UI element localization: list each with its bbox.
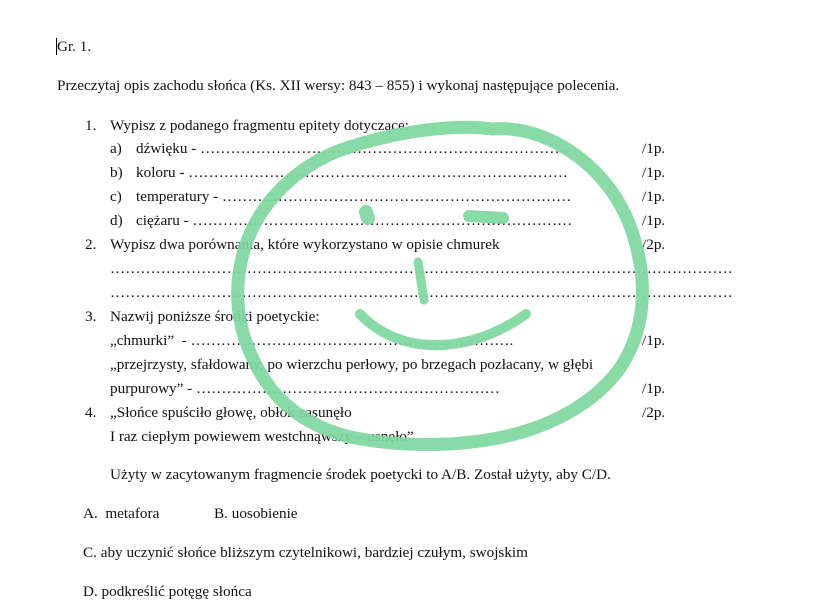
task2-answer-line-1: …………………………………………………………………………………………………………… xyxy=(110,260,733,277)
task2-text: Wypisz dwa porównania, które wykorzystano w opisie chmurek xyxy=(110,236,500,253)
task1-item-points: /1p. xyxy=(642,212,666,229)
task1-item-letter: d) xyxy=(110,212,123,229)
option-d: D. podkreślić potęgę słońca xyxy=(83,583,252,600)
task1-number: 1. xyxy=(85,117,97,134)
task3-item-a-points: /1p. xyxy=(642,332,666,349)
instructions: Przeczytaj opis zachodu słońca (Ks. XII wersy: 843 – 855) i wykonaj następujące polecenia. xyxy=(57,77,620,94)
task3-number: 3. xyxy=(85,308,97,325)
task4-points: /2p. xyxy=(642,404,666,421)
task1-item-points: /1p. xyxy=(642,140,666,157)
task2-number: 2. xyxy=(85,236,97,253)
task1-item-text: dźwięku - ………………………………………………………………. xyxy=(136,140,569,157)
task3-item-a: „chmurki” - ………………………………………………………. xyxy=(110,332,514,349)
task3-item-b-points: /1p. xyxy=(642,380,666,397)
task1-item-letter: b) xyxy=(110,164,123,181)
task2-points: /2p. xyxy=(642,236,666,253)
task1-item-points: /1p. xyxy=(642,164,666,181)
task1-item-text: ciężaru - ………………………………………………………………… xyxy=(136,212,573,229)
task1-item-letter: a) xyxy=(110,140,122,157)
task1-item-text: temperatury - …………………………………………………………… xyxy=(136,188,572,205)
task2-answer-line-2: …………………………………………………………………………………………………………… xyxy=(110,284,733,301)
task1-item-points: /1p. xyxy=(642,188,666,205)
task1-text: Wypisz z podanego fragmentu epitety dotyczące: xyxy=(110,117,409,134)
task4-number: 4. xyxy=(85,404,97,421)
option-b: B. uosobienie xyxy=(214,505,298,522)
task4-prompt: Użyty w zacytowanym fragmencie środek poetycki to A/B. Został użyty, aby C/D. xyxy=(110,466,611,483)
option-a: A. metafora xyxy=(83,505,160,522)
task1-item-text: koloru - ………………………………………………………………… xyxy=(136,164,568,181)
task3-item-b-line2: purpurowy” - …………………………………………………… xyxy=(110,380,500,397)
task3-item-b-line1: „przejrzysty, sfałdowany, po wierzchu perłowy, po brzegach pozłacany, w głębi xyxy=(110,356,594,373)
group-heading: Gr. 1. xyxy=(57,38,92,55)
option-c: C. aby uczynić słońce bliższym czytelnikowi, bardziej czułym, swojskim xyxy=(83,544,528,561)
task3-text: Nazwij poniższe środki poetyckie: xyxy=(110,308,320,325)
task4-quote-line1: „Słońce spuściło głowę, obłok zasunęło xyxy=(110,404,352,421)
task4-quote-line2: I raz ciepłym powiewem westchnąwszy – usnęło” xyxy=(110,428,414,445)
task1-item-letter: c) xyxy=(110,188,122,205)
